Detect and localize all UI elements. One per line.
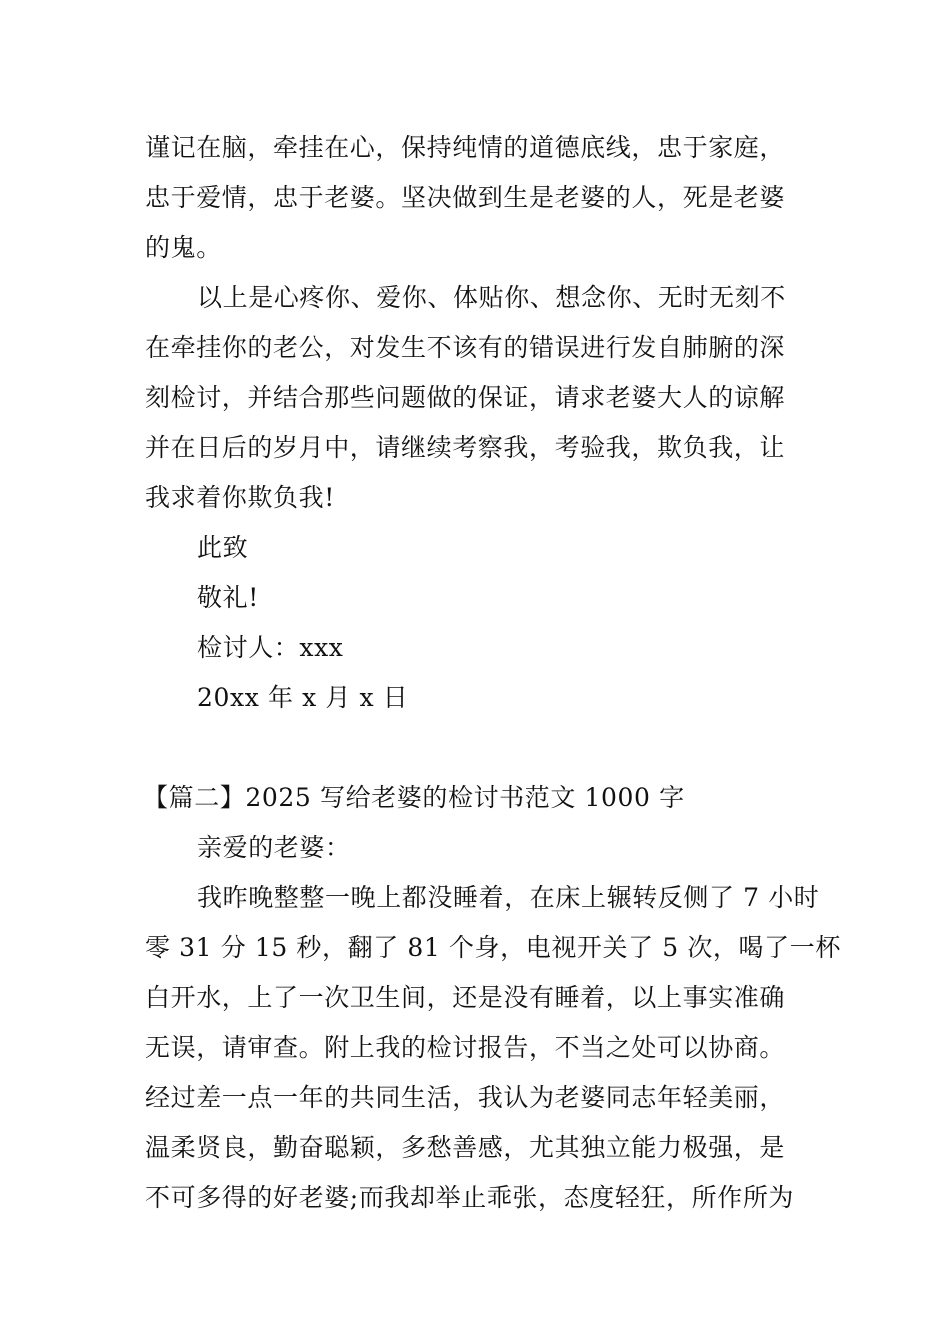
closing-date: 20xx 年 x 月 x 日 — [197, 683, 409, 712]
closing-salutation: 此致 — [197, 533, 249, 562]
paragraph-line: 不可多得的好老婆;而我却举止乖张，态度轻狂，所作所为 — [145, 1183, 795, 1212]
paragraph-line: 温柔贤良，勤奋聪颖，多愁善感，尤其独立能力极强，是 — [145, 1133, 786, 1162]
paragraph-line: 无误，请审查。附上我的检讨报告，不当之处可以协商。 — [145, 1033, 786, 1062]
paragraph-line: 白开水，上了一次卫生间，还是没有睡着，以上事实准确 — [145, 983, 786, 1012]
paragraph-line: 我昨晚整整一晚上都没睡着，在床上辗转反侧了 7 小时 — [197, 883, 820, 912]
paragraph-line: 经过差一点一年的共同生活，我认为老婆同志年轻美丽， — [145, 1083, 786, 1112]
paragraph-line: 并在日后的岁月中，请继续考察我，考验我，欺负我，让 — [145, 433, 786, 462]
paragraph-line: 谨记在脑，牵挂在心，保持纯情的道德底线，忠于家庭， — [145, 133, 786, 162]
paragraph-line: 我求着你欺负我! — [145, 483, 335, 512]
paragraph-line: 在牵挂你的老公，对发生不该有的错误进行发自肺腑的深 — [145, 333, 786, 362]
paragraph-line: 零 31 分 15 秒，翻了 81 个身，电视开关了 5 次，喝了一杯 — [145, 933, 841, 962]
closing-salutation: 敬礼! — [197, 583, 259, 612]
paragraph-line: 刻检讨，并结合那些问题做的保证，请求老婆大人的谅解 — [145, 383, 786, 412]
greeting: 亲爱的老婆： — [197, 833, 351, 862]
paragraph-line: 忠于爱情，忠于老婆。坚决做到生是老婆的人，死是老婆 — [145, 183, 786, 212]
paragraph-line: 的鬼。 — [145, 233, 222, 262]
closing-signer: 检讨人：xxx — [197, 633, 344, 662]
paragraph-line: 以上是心疼你、爱你、体贴你、想念你、无时无刻不 — [197, 283, 786, 312]
section-heading: 【篇二】2025 写给老婆的检讨书范文 1000 字 — [143, 783, 685, 812]
